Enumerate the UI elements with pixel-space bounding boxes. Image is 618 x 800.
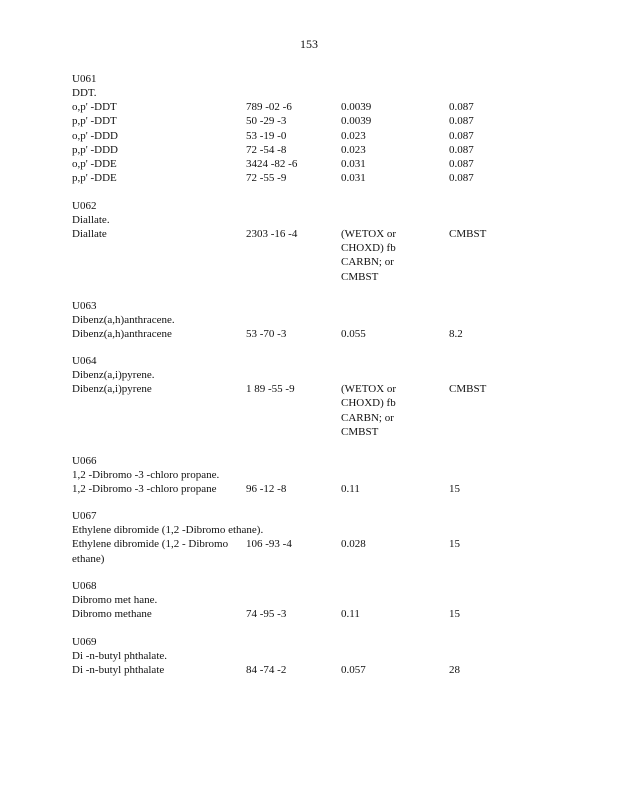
cas-number: 50 -29 -3 bbox=[246, 115, 287, 128]
wastewater-standard: 0.11 bbox=[341, 608, 360, 621]
table-row bbox=[72, 607, 592, 621]
waste-title: Ethylene dibromide (1,2 -Dibromo ethane). bbox=[72, 524, 264, 537]
nonwastewater-standard: 0.087 bbox=[449, 129, 474, 142]
table-row bbox=[72, 100, 592, 114]
table-row bbox=[72, 382, 592, 439]
constituent-name: p,p' -DDE bbox=[72, 172, 117, 185]
waste-title: Dibenz(a,i)pyrene. bbox=[72, 369, 155, 382]
table-row bbox=[72, 171, 592, 185]
waste-code: U069 bbox=[72, 635, 97, 648]
entry-u061 bbox=[72, 72, 592, 186]
nonwastewater-standard: 15 bbox=[449, 608, 460, 621]
waste-table bbox=[72, 72, 592, 690]
entry-u066 bbox=[72, 454, 592, 496]
page-number: 153 bbox=[300, 37, 318, 51]
nonwastewater-standard: 0.087 bbox=[449, 115, 474, 128]
entry-u064 bbox=[72, 354, 592, 439]
entry-u062 bbox=[72, 199, 592, 284]
wastewater-standard: 0.055 bbox=[341, 327, 366, 340]
waste-title: Diallate. bbox=[72, 213, 110, 226]
nonwastewater-standard: 0.087 bbox=[449, 101, 474, 113]
nonwastewater-standard: 15 bbox=[449, 483, 460, 496]
nonwastewater-standard: 15 bbox=[449, 538, 460, 551]
waste-code: U066 bbox=[72, 455, 97, 468]
table-row bbox=[72, 327, 592, 341]
constituent-name: Dibenz(a,i)pyrene bbox=[72, 383, 152, 396]
entry-u069 bbox=[72, 635, 592, 677]
wastewater-standard: 0.0039 bbox=[341, 101, 372, 113]
constituent-name: Diallate bbox=[72, 227, 107, 240]
nonwastewater-standard: CMBST bbox=[449, 227, 487, 240]
constituent-name: 1,2 -Dibromo -3 -chloro propane bbox=[72, 483, 217, 496]
waste-title: Dibenz(a,h)anthracene. bbox=[72, 313, 175, 326]
waste-code: U064 bbox=[72, 355, 97, 368]
wastewater-standard: 0.057 bbox=[341, 663, 366, 676]
constituent-name: Dibenz(a,h)anthracene bbox=[72, 327, 172, 340]
wastewater-standard: (WETOX or CHOXD) fb CARBN; or CMBST bbox=[341, 227, 397, 283]
cas-number: 84 -74 -2 bbox=[246, 663, 287, 676]
wastewater-standard: 0.023 bbox=[341, 143, 366, 156]
constituent-name: p,p' -DDD bbox=[72, 143, 118, 156]
waste-code: U061 bbox=[72, 73, 97, 85]
constituent-name: o,p' -DDT bbox=[72, 101, 117, 113]
constituent-name: Dibromo methane bbox=[72, 608, 152, 621]
cas-number: 53 -19 -0 bbox=[246, 129, 287, 142]
waste-code: U067 bbox=[72, 510, 97, 523]
table-row bbox=[72, 482, 592, 496]
wastewater-standard: (WETOX or CHOXD) fb CARBN; or CMBST bbox=[341, 383, 397, 438]
entry-u068 bbox=[72, 579, 592, 621]
cas-number: 789 -02 -6 bbox=[246, 101, 292, 113]
entry-u063 bbox=[72, 299, 592, 341]
nonwastewater-standard: CMBST bbox=[449, 383, 487, 396]
waste-title: DDT. bbox=[72, 87, 97, 99]
nonwastewater-standard: 0.087 bbox=[449, 158, 474, 171]
nonwastewater-standard: 0.087 bbox=[449, 172, 474, 185]
cas-number: 72 -54 -8 bbox=[246, 143, 287, 156]
table-row bbox=[72, 663, 592, 677]
nonwastewater-standard: 0.087 bbox=[449, 143, 474, 156]
waste-title: 1,2 -Dibromo -3 -chloro propane. bbox=[72, 469, 220, 482]
cas-number: 2303 -16 -4 bbox=[246, 227, 298, 240]
wastewater-standard: 0.031 bbox=[341, 158, 366, 171]
waste-title: Di -n-butyl phthalate. bbox=[72, 649, 168, 662]
table-row bbox=[72, 157, 592, 171]
constituent-name: p,p' -DDT bbox=[72, 115, 117, 128]
wastewater-standard: 0.028 bbox=[341, 538, 366, 551]
table-row bbox=[72, 227, 592, 284]
cas-number: 96 -12 -8 bbox=[246, 483, 287, 496]
cas-number: 3424 -82 -6 bbox=[246, 158, 298, 171]
table-row bbox=[72, 143, 592, 157]
cas-number: 1 89 -55 -9 bbox=[246, 383, 295, 396]
cas-number: 72 -55 -9 bbox=[246, 172, 287, 185]
waste-code: U063 bbox=[72, 299, 97, 312]
waste-code: U062 bbox=[72, 199, 97, 212]
constituent-name: o,p' -DDD bbox=[72, 129, 118, 142]
wastewater-standard: 0.11 bbox=[341, 483, 360, 496]
constituent-name: o,p' -DDE bbox=[72, 158, 117, 171]
nonwastewater-standard: 28 bbox=[449, 663, 460, 676]
wastewater-standard: 0.0039 bbox=[341, 115, 372, 128]
constituent-name: Ethylene dibromide (1,2 - Dibromo ethane) bbox=[72, 538, 229, 565]
table-row bbox=[72, 129, 592, 143]
cas-number: 74 -95 -3 bbox=[246, 608, 287, 621]
waste-code: U068 bbox=[72, 580, 97, 593]
nonwastewater-standard: 8.2 bbox=[449, 327, 463, 340]
table-row bbox=[72, 537, 592, 566]
cas-number: 53 -70 -3 bbox=[246, 327, 287, 340]
entry-u067 bbox=[72, 509, 592, 566]
table-row bbox=[72, 114, 592, 128]
wastewater-standard: 0.023 bbox=[341, 129, 366, 142]
constituent-name: Di -n-butyl phthalate bbox=[72, 663, 165, 676]
cas-number: 106 -93 -4 bbox=[246, 538, 292, 551]
wastewater-standard: 0.031 bbox=[341, 172, 366, 185]
waste-title: Dibromo met hane. bbox=[72, 594, 158, 607]
